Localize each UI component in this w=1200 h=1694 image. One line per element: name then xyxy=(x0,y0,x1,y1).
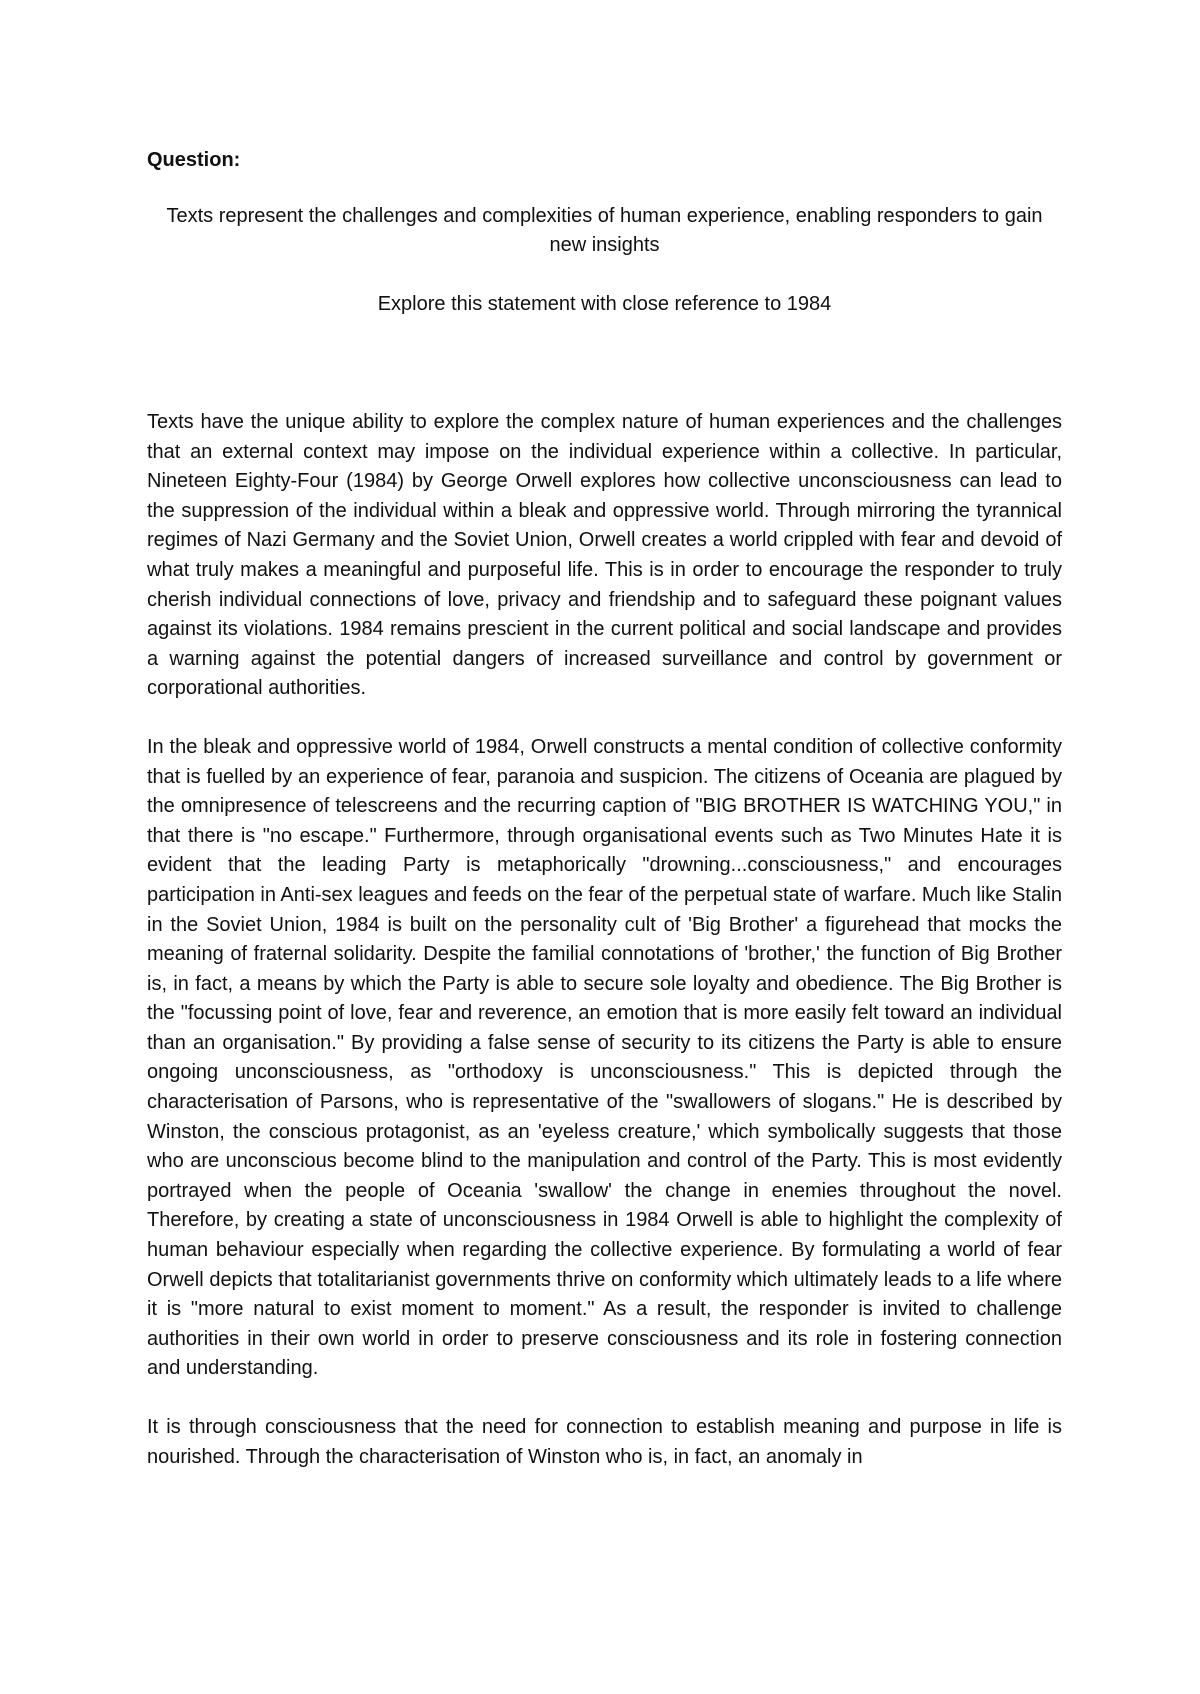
question-prompt: Texts represent the challenges and complexities of human experience, enabling responders to gain new insights xyxy=(166,205,1043,256)
question-instruction: Explore this statement with close reference to 1984 xyxy=(377,293,832,315)
question-label: Question: xyxy=(147,149,241,171)
essay-paragraph-body-2: It is through consciousness that the need for connection to establish meaning and purpose in life is nourished. Through the characterisation of Winston who is, in fact, an anomaly in xyxy=(147,1416,1062,1468)
document-content xyxy=(147,146,1062,1501)
essay-paragraph-intro: Texts have the unique ability to explore the complex nature of human experiences and the challenges that an external context may impose on the individual experience within a collective. In particular, Nineteen Eighty-Four (1984) by George Orwell explores how collective unconsciousness can lead to the suppression of the individual within a bleak and oppressive world. Through mirroring the tyrannical regimes of Nazi Germany and the Soviet Union, Orwell creates a world crippled with fear and devoid of what truly makes a meaningful and purposeful life. This is in order to encourage the responder to truly cherish individual connections of love, privacy and friendship and to safeguard these poignant values against its violations. 1984 remains prescient in the current political and social landscape and provides a warning against the potential dangers of increased surveillance and control by government or corporational authorities. xyxy=(147,411,1062,700)
essay-paragraph-body-1: In the bleak and oppressive world of 1984, Orwell constructs a mental condition of collective conformity that is fuelled by an experience of fear, paranoia and suspicion. The citizens of Oceania are plagued by the omnipresence of telescreens and the recurring caption of "BIG BROTHER IS WATCHING YOU," in that there is "no escape." Furthermore, through organisational events such as Two Minutes Hate it is evident that the leading Party is metaphorically "drowning...consciousness," and encourages participation in Anti-sex leagues and feeds on the fear of the perpetual state of warfare. Much like Stalin in the Soviet Union, 1984 is built on the personality cult of 'Big Brother' a figurehead that mocks the meaning of fraternal solidarity. Despite the familial connotations of 'brother,' the function of Big Brother is, in fact, a means by which the Party is able to secure sole loyalty and obedience. The Big Brother is the "focussing point of love, fear and reverence, an emotion that is more easily felt toward an individual than an organisation." By providing a false sense of security to its citizens the Party is able to ensure ongoing unconsciousness, as "orthodoxy is unconsciousness." This is depicted through the characterisation of Parsons, who is representative of the "swallowers of slogans." He is described by Winston, the conscious protagonist, as an 'eyeless creature,' which symbolically suggests that those who are unconscious become blind to the manipulation and control of the Party. This is most evidently portrayed when the people of Oceania 'swallow' the change in enemies throughout the novel. Therefore, by creating a state of unconsciousness in 1984 Orwell is able to highlight the complexity of human behaviour especially when regarding the collective experience. By formulating a world of fear Orwell depicts that totalitarianist governments thrive on conformity which ultimately leads to a life where it is "more natural to exist moment to moment." As a result, the responder is invited to challenge authorities in their own world in order to preserve consciousness and its role in fostering connection and understanding. xyxy=(147,735,1062,1380)
essay-body xyxy=(147,408,1062,1472)
